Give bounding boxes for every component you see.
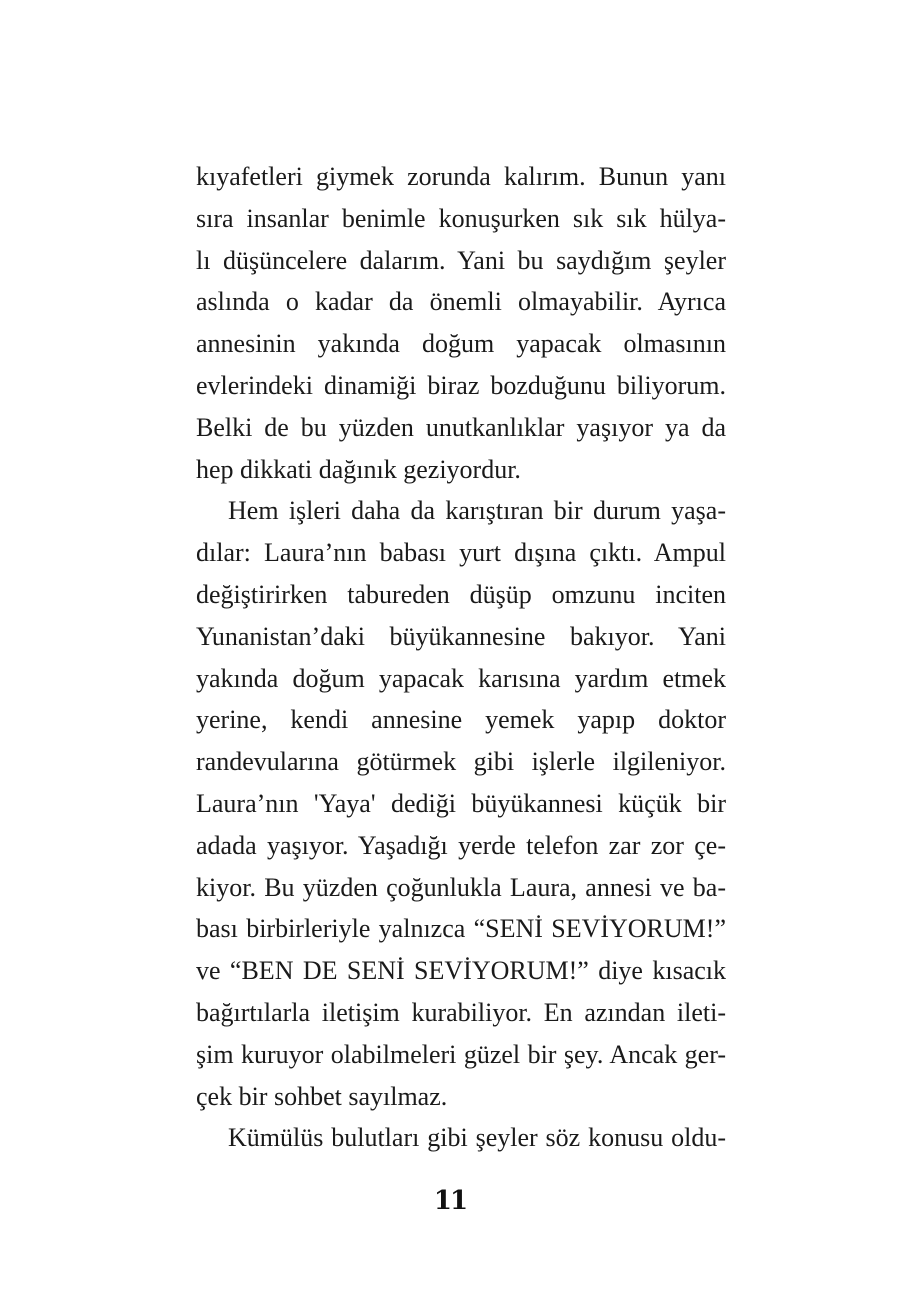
text-line: hep dikkati dağınık geziyordur. bbox=[196, 454, 521, 484]
text-line: Laura’nın 'Yaya' dediği büyükannesi küçük bir bbox=[196, 788, 726, 818]
paragraph bbox=[196, 1117, 726, 1159]
text-line: annesinin yakında doğum yapacak olmasının bbox=[196, 329, 726, 359]
text-line: Hem işleri daha da karıştıran bir durum yaşa- bbox=[228, 496, 726, 526]
text-line: sıra insanlar benimle konuşurken sık sık hülya- bbox=[196, 203, 726, 233]
page-number: 11 bbox=[433, 1186, 467, 1216]
text-line: Yunanistan’daki büyükannesine bakıyor. Yani bbox=[196, 621, 726, 651]
paragraph bbox=[196, 490, 726, 1117]
text-line: kiyor. Bu yüzden çoğunlukla Laura, annesi ve ba- bbox=[196, 872, 726, 902]
text-line: değiştirirken tabureden düşüp omzunu inciten bbox=[196, 579, 726, 609]
text-line: bası birbirleriyle yalnızca “SENİ SEVİYORUM!” bbox=[196, 914, 726, 944]
text-line: aslında o kadar da önemli olmayabilir. Ayrıca bbox=[196, 287, 726, 317]
text-line: adada yaşıyor. Yaşadığı yerde telefon zar zor çe- bbox=[196, 830, 726, 860]
text-line: evlerindeki dinamiği biraz bozduğunu biliyorum. bbox=[196, 370, 726, 400]
text-line: kıyafetleri giymek zorunda kalırım. Bunun yanı bbox=[196, 162, 726, 191]
text-line: yakında doğum yapacak karısına yardım etmek bbox=[196, 663, 726, 693]
text-line: şim kuruyor olabilmeleri güzel bir şey. Ancak ger- bbox=[196, 1039, 726, 1069]
text-line: bağırtılarla iletişim kurabiliyor. En azından ileti- bbox=[196, 997, 726, 1027]
text-line: Belki de bu yüzden unutkanlıklar yaşıyor ya da bbox=[196, 412, 726, 442]
paragraph bbox=[196, 156, 726, 490]
body-text bbox=[196, 156, 726, 1159]
text-line: randevularına götürmek gibi işlerle ilgileniyor. bbox=[196, 747, 726, 777]
text-line: çek bir sohbet sayılmaz. bbox=[196, 1081, 448, 1111]
text-line: lı düşüncelere dalarım. Yani bu saydığım şeyler bbox=[196, 245, 726, 275]
text-line: Kümülüs bulutları gibi şeyler söz konusu oldu- bbox=[228, 1123, 726, 1153]
text-line: dılar: Laura’nın babası yurt dışına çıktı. Ampul bbox=[196, 538, 726, 568]
text-line: yerine, kendi annesine yemek yapıp doktor bbox=[196, 705, 726, 735]
text-line: ve “BEN DE SENİ SEVİYORUM!” diye kısacık bbox=[196, 956, 726, 986]
